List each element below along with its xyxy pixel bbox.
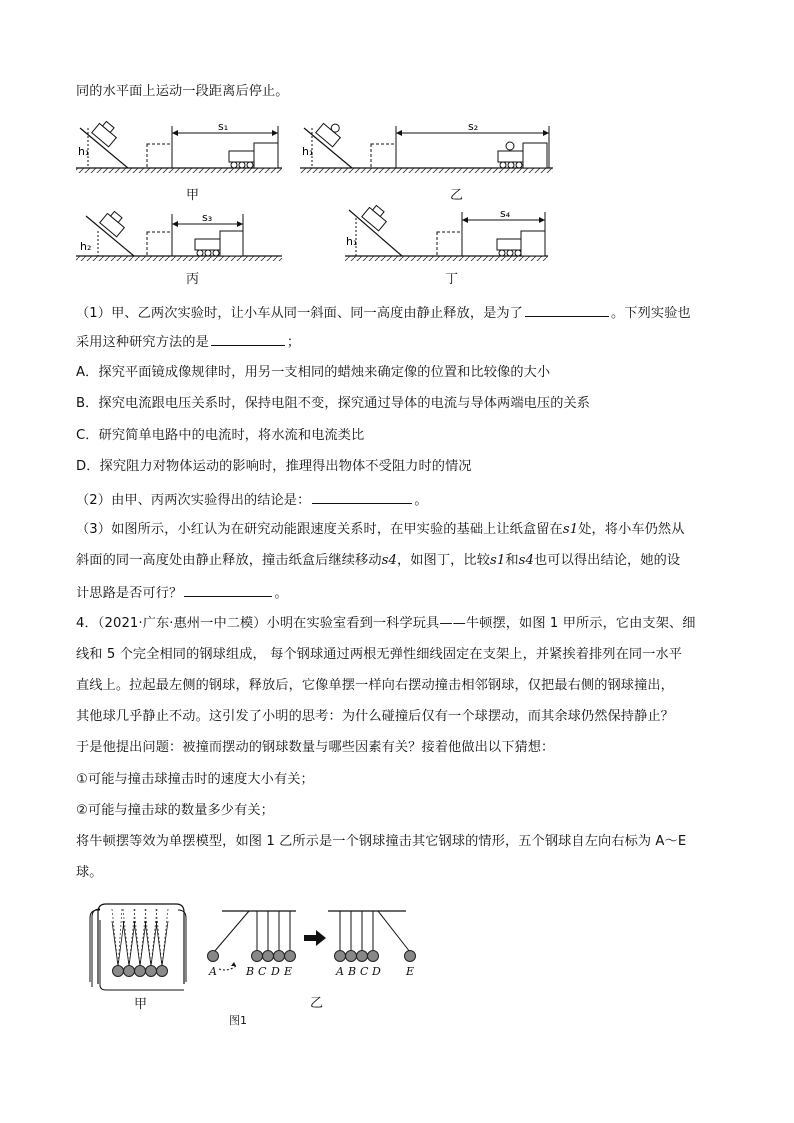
- height-label-jia: h₁: [78, 145, 90, 158]
- ball-label-d-before: D: [271, 965, 280, 978]
- ball-label-e-after: E: [406, 965, 415, 978]
- figure-label-jia: 甲: [186, 188, 200, 203]
- cradle-after: [328, 911, 416, 962]
- option-d: D．探究阻力对物体运动的影响时，推理得出物体不受阻力时的情况: [76, 459, 472, 474]
- figure-label-ding: 丁: [445, 272, 459, 287]
- ball-label-c-after: C: [360, 965, 369, 978]
- ball-label-d-after: D: [372, 965, 381, 978]
- svg-text:h₁: h₁: [302, 145, 314, 158]
- q3-line-1: （3）如图所示，小红认为在研究动能跟速度关系时，在甲实验的基础上让纸盒留在s1处，将小车仍然从: [76, 522, 685, 537]
- q4-line-4: 其他球几乎静止不动。这引发了小明的思考：为什么碰撞后仅有一个球摆动，而其余球仍然保持静止？: [76, 709, 674, 724]
- ball-label-b-after: B: [348, 965, 357, 978]
- option-a: A．探究平面镜成像规律时，用另一支相同的蜡烛来确定像的位置和比较像的大小: [76, 365, 551, 380]
- ball-label-a-before: A: [209, 965, 217, 978]
- figure1-label-jia: 甲: [134, 997, 148, 1012]
- option-b: B．探究电流跟电压关系时，保持电阻不变，探究通过导体的电流与导体两端电压的关系: [76, 396, 591, 411]
- figure-label-yi: 乙: [450, 188, 464, 203]
- q4-line-3: 直线上。拉起最左侧的钢球，释放后，它像单摆一样向右摆动撞击相邻钢球，仅把最右侧的钢球撞出，: [76, 678, 674, 693]
- svg-text:h₁: h₁: [346, 235, 358, 248]
- svg-text:h₂: h₂: [80, 240, 92, 253]
- q3-line-2: 斜面的同一高度处由静止释放，撞击纸盒后继续移动s4，如图丁，比较s1和s4也可以得出结论，她的设: [76, 553, 681, 568]
- option-c: C．研究简单电路中的电流时，将水流和电流类比: [76, 428, 365, 443]
- q1-line-2: 采用这种研究方法的是 ；: [76, 331, 300, 353]
- svg-text:s₄: s₄: [500, 207, 511, 220]
- q1-line-1: （1）甲、乙两次实验时，让小车从同一斜面、同一高度由静止释放，是为了 。下列实验也: [76, 302, 691, 324]
- ball-label-e-before: E: [284, 965, 293, 978]
- q4-line-5: 于是他提出问题：被撞而摆动的钢球数量与哪些因素有关？接着他做出以下猜想：: [76, 740, 555, 755]
- figure1-label-yi: 乙: [310, 996, 324, 1011]
- q4-line-1: 4．（2021·广东·惠州一中二模）小明在实验室看到一科学玩具——牛顿摆，如图 1 甲所示，它由支架、细: [76, 616, 696, 631]
- ball-label-a-after: A: [336, 965, 344, 978]
- figure-label-bing: 丙: [186, 272, 200, 287]
- q4-guess-2: ②可能与撞击球的数量多少有关；: [76, 803, 274, 818]
- right-arrow-icon: [304, 930, 326, 946]
- q4-line-8: 将牛顿摆等效为单摆模型，如图 1 乙所示是一个钢球撞击其它钢球的情形，五个钢球自左向右标为 A～E: [76, 834, 687, 849]
- distance-label-jia: s₁: [218, 120, 229, 133]
- intro-text: 同的水平面上运动一段距离后停止。: [76, 84, 289, 99]
- q2-line: （2）由甲、丙两次实验得出的结论是： 。: [76, 489, 428, 511]
- q4-guess-1: ①可能与撞击球撞击时的速度大小有关；: [76, 772, 314, 787]
- q4-line-9: 球。: [76, 865, 103, 880]
- svg-text:s₃: s₃: [202, 211, 213, 224]
- ball-label-b-before: B: [246, 965, 255, 978]
- ball-label-c-before: C: [258, 965, 267, 978]
- q4-line-2: 线和 5 个完全相同的钢球组成， 每个钢球通过两根无弹性细线固定在支架上，并紧挨着排列在同一水平: [76, 647, 683, 662]
- figure-caption: 图1: [229, 1014, 247, 1027]
- cradle-frame-jia: [90, 904, 186, 990]
- q3-line-3: 计思路是否可行？ 。: [76, 582, 288, 604]
- svg-text:s₂: s₂: [468, 120, 479, 133]
- cradle-before: [208, 911, 297, 970]
